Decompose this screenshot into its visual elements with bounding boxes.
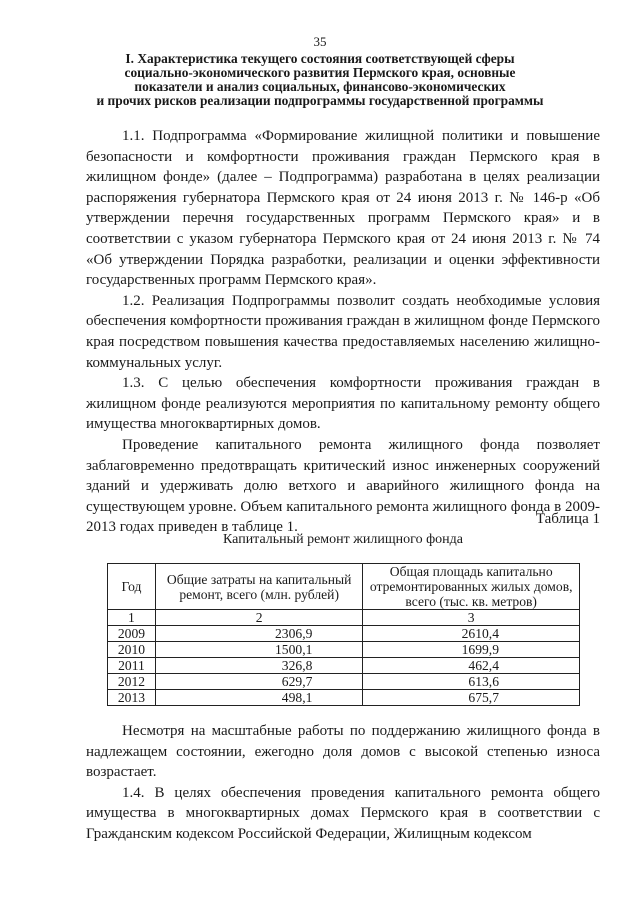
body-text-after-table	[86, 721, 600, 845]
table-cell: 2009	[108, 626, 156, 642]
table-row	[108, 674, 580, 690]
table-cell: 2012	[108, 674, 156, 690]
header-costs: Общие затраты на капитальный ремонт, всего (млн. рублей)	[155, 564, 362, 610]
table-cell: 3	[363, 610, 580, 626]
column-number-row	[108, 610, 580, 626]
table-cell: 2013	[108, 690, 156, 706]
table-cell: 2011	[108, 658, 156, 674]
table-row	[108, 658, 580, 674]
table-cell: 2010	[108, 642, 156, 658]
table-cell: 326,8	[155, 658, 362, 674]
header-year: Год	[108, 564, 156, 610]
table-row	[108, 642, 580, 658]
paragraph-1-4: 1.4. В целях обеспечения проведения капитального ремонта общего имущества в многоквартирных домах Пермского края в соответствии с Гражданским кодексом Российской Федерации, Жилищным кодексом	[86, 784, 600, 842]
table-row	[108, 626, 580, 642]
table-cell: 1	[108, 610, 156, 626]
table-cell: 498,1	[155, 690, 362, 706]
section-heading	[70, 52, 570, 108]
table-cell: 462,4	[363, 658, 580, 674]
capital-repair-table	[107, 563, 580, 706]
table-cell: 2	[155, 610, 362, 626]
paragraph-wear: Несмотря на масштабные работы по поддержанию жилищного фонда в надлежащем состоянии, ежегодно доля домов с высокой степенью износа возрастает.	[86, 723, 600, 781]
paragraph-1-3: 1.3. С целью обеспечения комфортности проживания граждан в жилищном фонде реализуются мероприятия по капитальному ремонту общего имущества многоквартирных домов.	[86, 375, 600, 433]
body-text-before-table	[86, 126, 600, 538]
header-area: Общая площадь капитально отремонтированных жилых домов, всего (тыс. кв. метров)	[363, 564, 580, 610]
paragraph-1-1: 1.1. Подпрограмма «Формирование жилищной политики и повышение безопасности и комфортности проживания граждан Пермского края в жилищном фонде» (далее – Подпрограмма) разработана в целях реализации распоряжения губернатора Пермского края от 24 июня 2013 г. № 146-р «Об утверждении перечня государственных программ Пермского края» и в соответствии с указом губернатора Пермского края от 24 июня 2013 г. № 74 «Об утверждении Порядка разработки, реализации и оценки эффективности государственных программ Пермского края».	[86, 128, 600, 289]
table-cell: 1500,1	[155, 642, 362, 658]
page-number: 35	[313, 34, 327, 49]
table-cell: 629,7	[155, 674, 362, 690]
paragraph-capital-repair: Проведение капитального ремонта жилищного фонда позволяет заблаговременно предотвращать критический износ инженерных сооружений зданий и удерживать долю ветхого и аварийного жилищного фонда на существующем уровне. Объем капитального ремонта жилищного фонда в 2009-2013 годах приведен в таблице 1.	[86, 436, 600, 536]
heading-line: показатели и анализ социальных, финансово-экономических	[134, 79, 506, 94]
table-title: Капитальный ремонт жилищного фонда	[223, 532, 463, 547]
paragraph-1-2: 1.2. Реализация Подпрограммы позволит создать необходимые условия обеспечения комфортности проживания граждан в жилищном фонде Пермского края посредством повышения качества предоставляемых населению жилищно-коммунальных услуг.	[86, 292, 600, 371]
heading-line: социально-экономического развития Пермского края, основные	[124, 65, 516, 80]
table-cell: 2306,9	[155, 626, 362, 642]
table-cell: 613,6	[363, 674, 580, 690]
table-cell: 1699,9	[363, 642, 580, 658]
heading-line: и прочих рисков реализации подпрограммы государственной программы	[96, 93, 544, 108]
table-cell: 2610,4	[363, 626, 580, 642]
table-header-row	[108, 564, 580, 610]
table-cell: 675,7	[363, 690, 580, 706]
table-row	[108, 690, 580, 706]
heading-line: I. Характеристика текущего состояния соответствующей сферы	[125, 51, 515, 66]
table-label: Таблица 1	[535, 511, 600, 527]
